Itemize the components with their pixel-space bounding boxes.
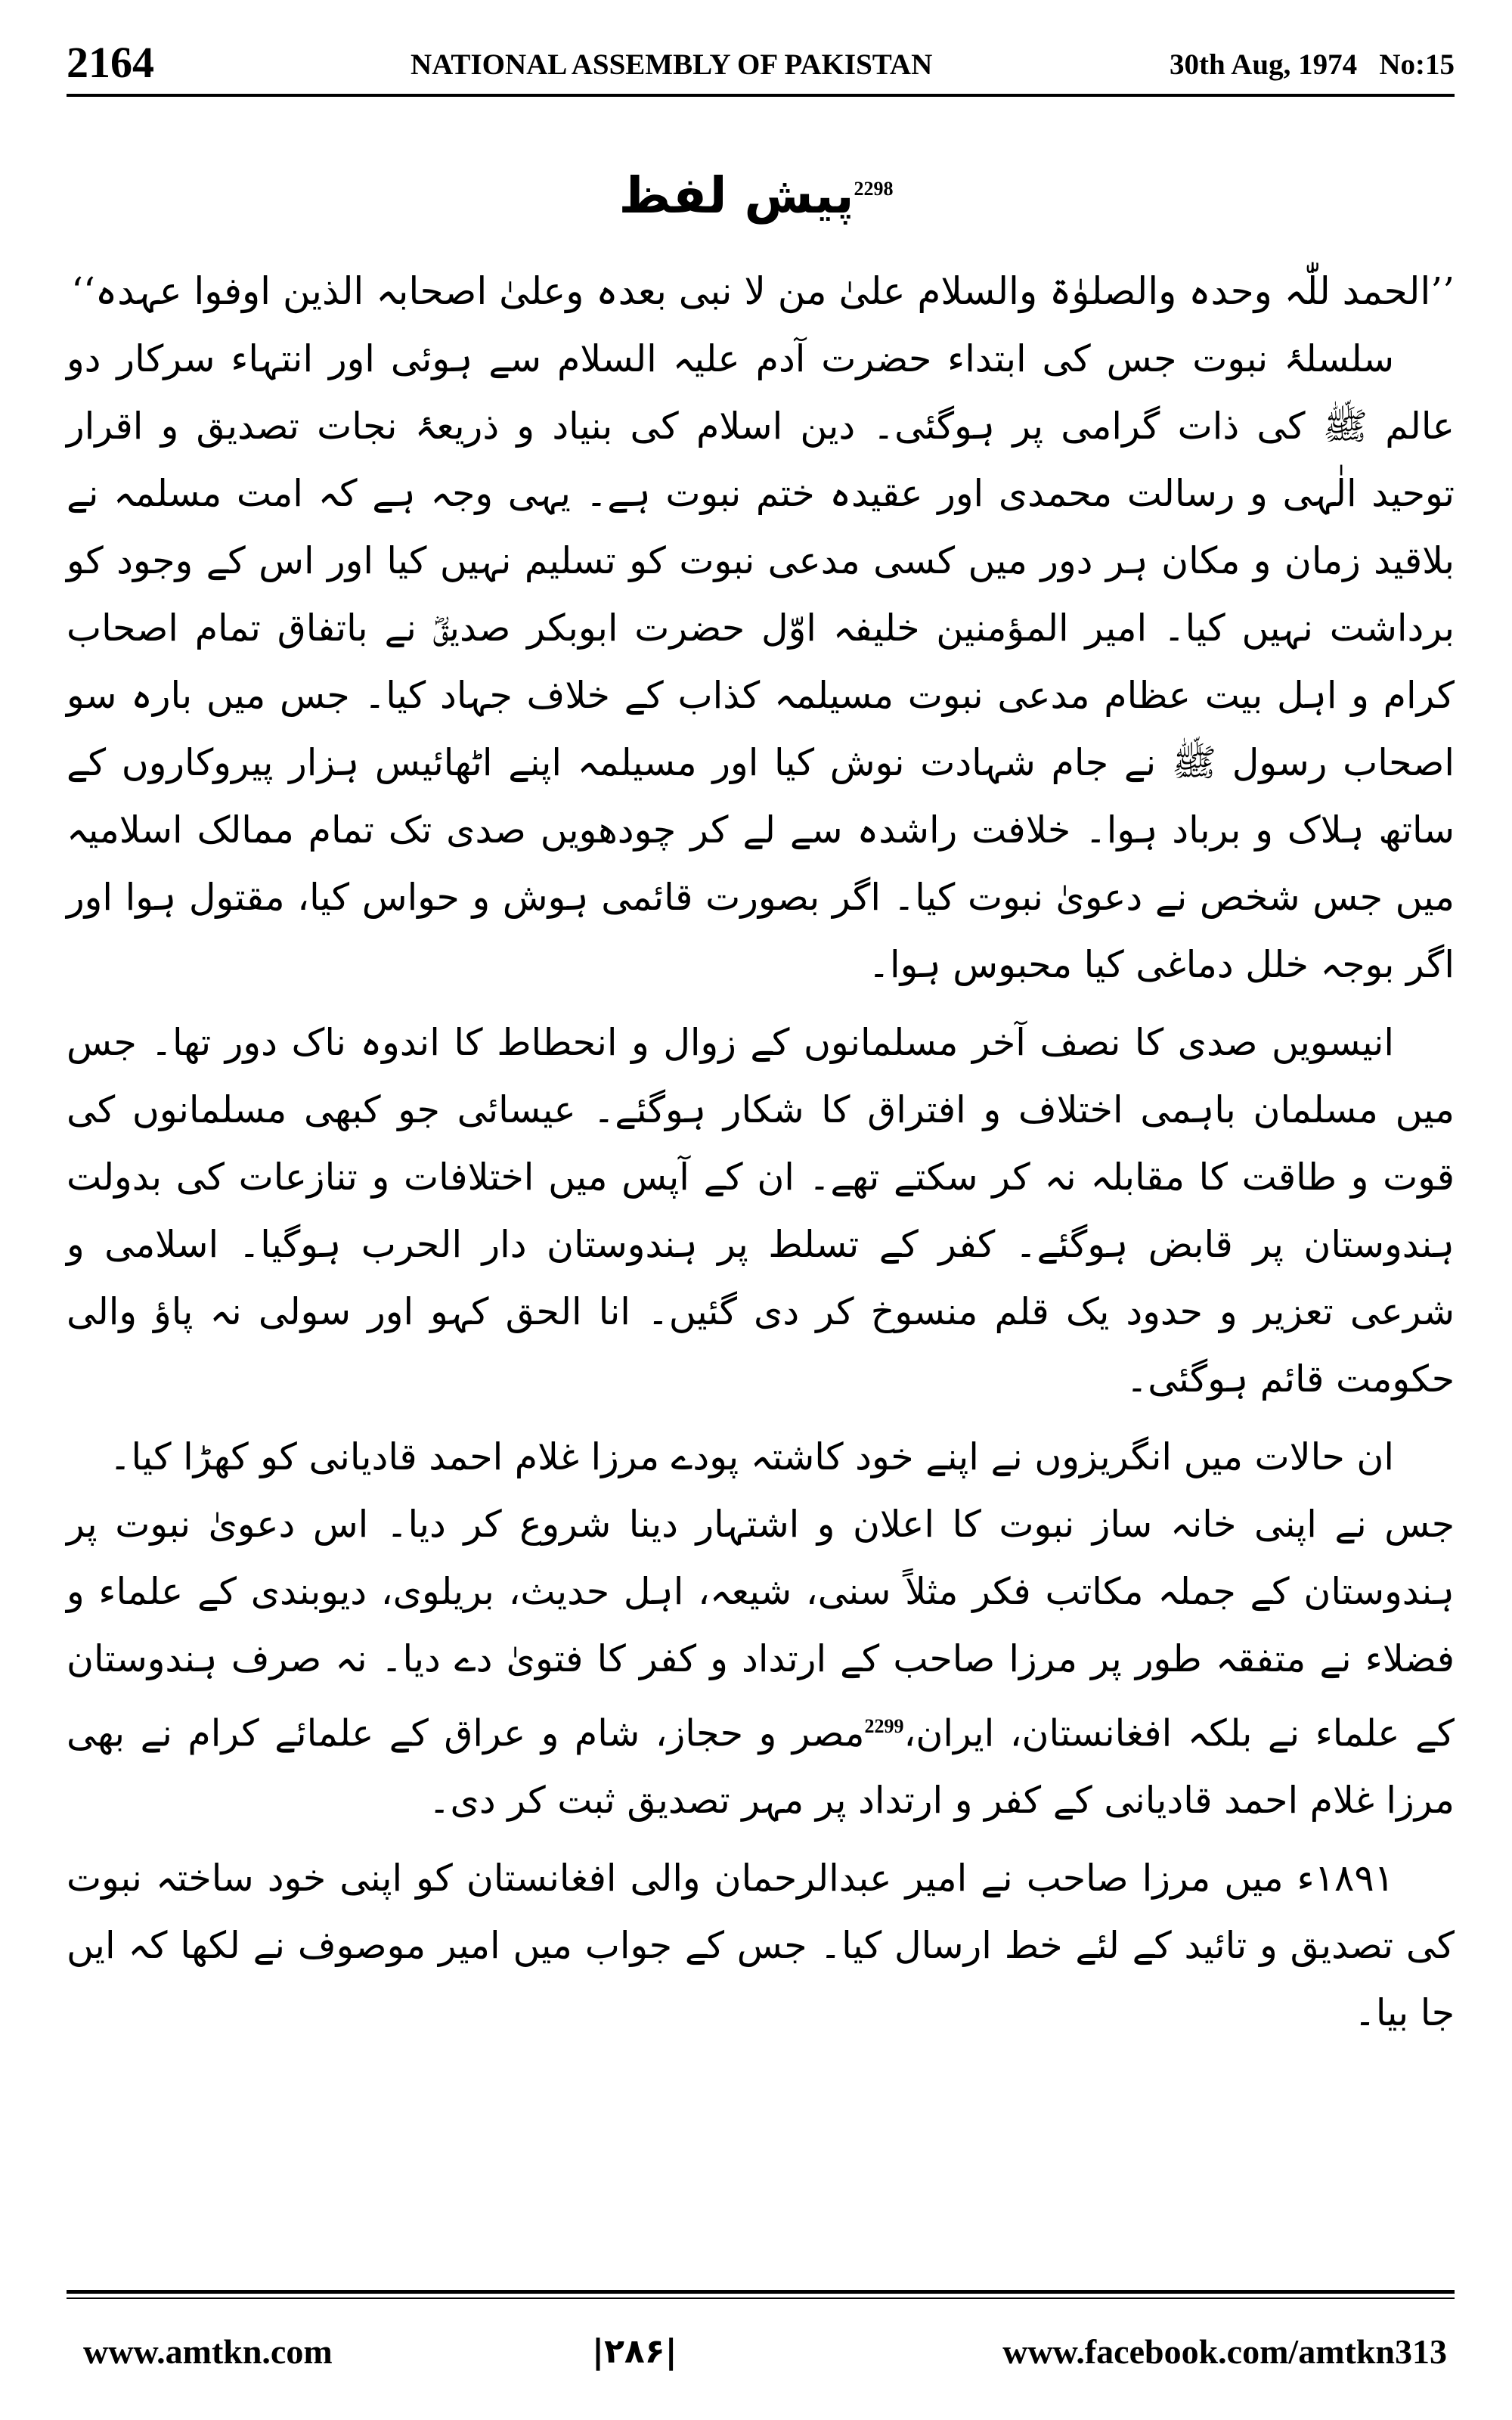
website-link[interactable]: www.amtkn.com (83, 2332, 333, 2371)
page-header (67, 36, 1455, 89)
footer-page-number: |۲۸۶| (592, 2332, 677, 2371)
section-heading (0, 151, 1512, 234)
paragraph-text: مصر و حجاز، شام و عراق کے علمائے کرام نے بھی مرزا غلام احمد قادیانی کے کفر و ارتداد پر مہر تصدیق ثبت کر دی۔ (67, 1711, 1455, 1823)
body-text (67, 257, 1455, 2046)
paragraph: سلسلۂ نبوت جس کی ابتداء حضرت آدم علیہ السلام سے ہوئی اور انتہاء سرکار دو عالم ﷺ کی ذات گرامی پر ہوگئی۔ دین اسلام کی بنیاد و ذریعۂ نجات تصدیق و اقرار توحید الٰہی و رسالت محمدی اور عقیدہ ختم نبوت ہے۔ یہی وجہ ہے کہ امت مسلمہ نے بلاقید زمان و مکان ہر دور میں کسی مدعی نبوت کو تسلیم نہیں کیا اور اس کے وجود کو برداشت نہیں کیا۔ امیر المؤمنین خلیفہ اوّل حضرت ابوبکر صدیقؓ نے باتفاق تمام اصحاب کرام و اہل بیت عظام مدعی نبوت مسیلمہ کذاب کے خلاف جہاد کیا۔ جس میں بارہ سو اصحاب رسول ﷺ نے جام شہادت نوش کیا اور مسیلمہ اپنے اٹھائیس ہزار پیروکاروں کے ساتھ ہلاک و برباد ہوا۔ خلافت راشدہ سے لے کر چودھویں صدی تک تمام ممالک اسلامیہ میں جس شخص نے دعویٰ نبوت کیا۔ اگر بصورت قائمی ہوش و حواس کیا، مقتول ہوا اور اگر بوجہ خلل دماغی کیا محبوس ہوا۔ (67, 337, 1455, 986)
paragraph: ۱۸۹۱ء میں مرزا صاحب نے امیر عبدالرحمان والی افغانستان کو اپنی خود ساختہ نبوت کی تصدیق و تائید کے لئے خط ارسال کیا۔ جس کے جواب میں امیر موصوف نے لکھا کہ ایں جا بیا۔ (67, 1857, 1455, 2035)
page-number: 2164 (67, 38, 154, 87)
arabic-invocation: ’’الحمد للّٰہ وحدہ والصلوٰۃ والسلام علیٰ من لا نبی بعدہ وعلیٰ اصحابہ الذین اوفوا عہدہ‘‘ (71, 269, 1455, 313)
issue-info (1170, 44, 1455, 86)
footer-divider-thin (67, 2297, 1455, 2299)
issue-number: No:15 (1379, 48, 1455, 81)
page-footer (67, 2325, 1455, 2378)
header-divider (67, 94, 1455, 97)
issue-date: 30th Aug, 1974 (1169, 48, 1358, 81)
paragraph (67, 1491, 1455, 1834)
paragraph-text: جس نے اپنی خانہ ساز نبوت کا اعلان و اشتہار دینا شروع کر دیا۔ اس دعویٰ نبوت پر ہندوستان کے جملہ مکاتب فکر مثلاً سنی، شیعہ، اہل حدیث، بریلوی، دیوبندی کے علماء و فضلاء نے متفقہ طور پر مرزا صاحب کے ارتداد و کفر کا فتویٰ دے دیا۔ نہ صرف ہندوستان کے علماء نے بلکہ افغانستان، ایران، (67, 1503, 1455, 1755)
section-title: پیش لفظ (618, 166, 854, 225)
footnote-marker: 2299 (864, 1715, 904, 1737)
facebook-link[interactable]: www.facebook.com/amtkn313 (1002, 2332, 1447, 2371)
publication-title: NATIONAL ASSEMBLY OF PAKISTAN (411, 48, 933, 81)
paragraph: ان حالات میں انگریزوں نے اپنے خود کاشتہ پودے مرزا غلام احمد قادیانی کو کھڑا کیا۔ (109, 1435, 1394, 1478)
paragraph: انیسویں صدی کا نصف آخر مسلمانوں کے زوال و انحطاط کا اندوہ ناک دور تھا۔ جس میں مسلمان باہمی اختلاف و افتراق کا شکار ہوگئے۔ عیسائی جو کبھی مسلمانوں کی قوت و طاقت کا مقابلہ نہ کر سکتے تھے۔ ان کے آپس میں اختلافات و تنازعات کی بدولت ہندوستان پر قابض ہوگئے۔ کفر کے تسلط پر ہندوستان دار الحرب ہوگیا۔ اسلامی و شرعی تعزیر و حدود یک قلم منسوخ کر دی گئیں۔ انا الحق کہو اور سولی نہ پاؤ والی حکومت قائم ہوگئی۔ (67, 1021, 1455, 1401)
footnote-marker: 2298 (854, 178, 894, 200)
footer-divider (67, 2290, 1455, 2294)
